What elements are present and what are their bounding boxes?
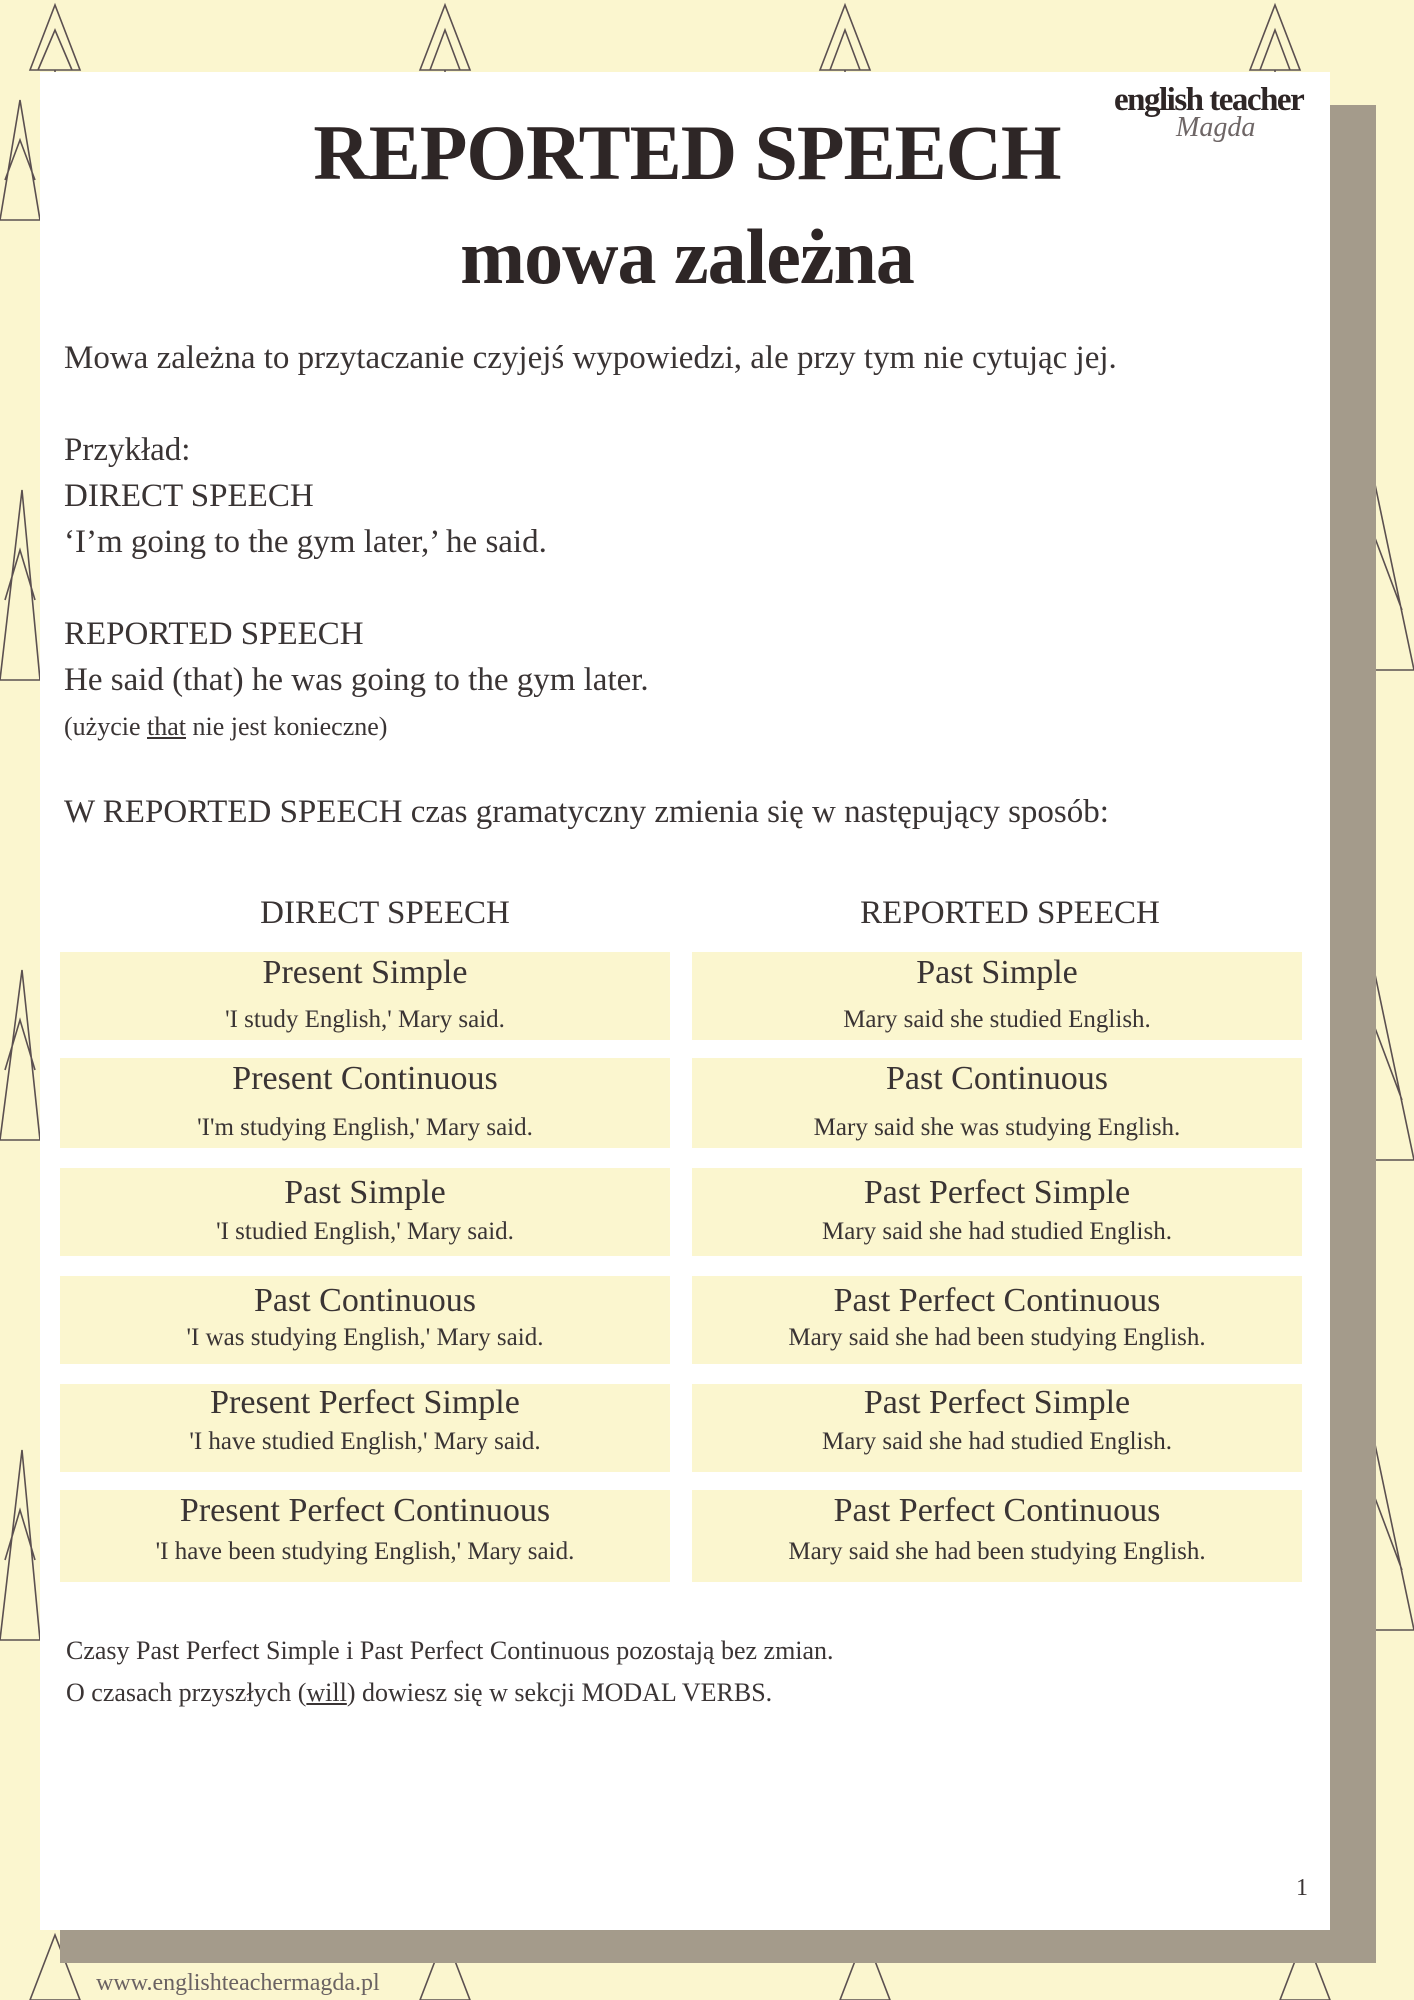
example-label: Przykład:	[64, 432, 191, 468]
reported-tense-example: Mary said she had studied English.	[822, 1218, 1172, 1245]
reported-speech-column-header: REPORTED SPEECH	[860, 895, 1160, 931]
usage-note-keyword: that	[147, 712, 187, 741]
direct-tense-box	[60, 1384, 670, 1472]
page-subtitle: mowa zależna	[460, 213, 914, 300]
reported-speech-example: He said (that) he was going to the gym later.	[64, 662, 649, 698]
reported-tense-example: Mary said she studied English.	[843, 1006, 1151, 1033]
reported-tense-box	[692, 1058, 1302, 1148]
direct-tense-name: Present Simple	[262, 954, 468, 991]
direct-tense-name: Present Perfect Simple	[210, 1384, 520, 1421]
usage-note-start: (użycie	[64, 712, 148, 741]
direct-tense-example: 'I study English,' Mary said.	[225, 1006, 505, 1033]
tree-icon	[0, 490, 40, 680]
reported-tense-example: Mary said she had been studying English.	[788, 1538, 1206, 1565]
footer-website-link[interactable]: www.englishteachermagda.pl	[96, 1970, 380, 1996]
page-title: REPORTED SPEECH	[313, 109, 1061, 196]
note-future-end: ) dowiesz się w sekcji MODAL VERBS.	[346, 1678, 773, 1707]
reported-tense-example: Mary said she was studying English.	[813, 1114, 1181, 1141]
intro-text: Mowa zależna to przytaczanie czyjejś wypowiedzi, ale przy tym nie cytując jej.	[64, 340, 1117, 376]
direct-tense-name: Present Continuous	[232, 1060, 498, 1097]
direct-tense-name: Past Continuous	[254, 1282, 476, 1319]
direct-tense-box	[60, 1058, 670, 1148]
reported-tense-name: Past Perfect Simple	[863, 1384, 1131, 1421]
note-past-perfect: Czasy Past Perfect Simple i Past Perfect Continuous pozostają bez zmian.	[66, 1636, 834, 1665]
tree-icon	[0, 970, 40, 1140]
logo-text: english teacher	[1114, 82, 1304, 118]
direct-tense-example: 'I have been studying English,' Mary said.	[155, 1538, 575, 1565]
direct-tense-box	[60, 1168, 670, 1256]
direct-tense-name: Past Simple	[284, 1174, 446, 1211]
tree-icon	[0, 100, 40, 220]
direct-tense-box	[60, 1490, 670, 1582]
note-future-keyword: will	[306, 1678, 347, 1707]
usage-note	[64, 712, 387, 742]
direct-tense-example: 'I have studied English,' Mary said.	[189, 1428, 541, 1455]
reported-tense-example: Mary said she had studied English.	[822, 1428, 1172, 1455]
usage-note-end: nie jest konieczne)	[186, 712, 388, 741]
reported-tense-name: Past Perfect Simple	[863, 1174, 1131, 1211]
reported-tense-example: Mary said she had been studying English.	[788, 1324, 1206, 1351]
reported-tense-name: Past Continuous	[886, 1060, 1108, 1097]
reported-tense-name: Past Perfect Continuous	[833, 1282, 1161, 1319]
tree-icon	[0, 1450, 40, 1640]
reported-speech-label: REPORTED SPEECH	[64, 616, 364, 652]
reported-tense-box	[692, 1168, 1302, 1256]
direct-tense-example: 'I was studying English,' Mary said.	[186, 1324, 544, 1351]
reported-tense-name: Past Simple	[916, 954, 1078, 991]
direct-speech-label: DIRECT SPEECH	[64, 478, 314, 514]
reported-tense-name: Past Perfect Continuous	[833, 1492, 1161, 1529]
direct-tense-example: 'I studied English,' Mary said.	[216, 1218, 514, 1245]
direct-speech-example: ‘I’m going to the gym later,’ he said.	[64, 524, 547, 560]
reported-tense-box	[692, 1384, 1302, 1472]
reported-tense-box	[692, 1276, 1302, 1364]
direct-tense-box	[60, 952, 670, 1040]
note-future-tenses	[66, 1678, 772, 1708]
direct-tense-name: Present Perfect Continuous	[179, 1492, 551, 1529]
direct-tense-box	[60, 1276, 670, 1364]
reported-tense-box	[692, 952, 1302, 1040]
reported-tense-box	[692, 1490, 1302, 1582]
page-number: 1	[1296, 1875, 1308, 1901]
direct-tense-example: 'I'm studying English,' Mary said.	[197, 1114, 533, 1141]
tense-rule-text: W REPORTED SPEECH czas gramatyczny zmienia się w następujący sposób:	[64, 794, 1109, 830]
logo-signature: Magda	[1176, 112, 1256, 143]
direct-speech-column-header: DIRECT SPEECH	[260, 895, 510, 931]
note-future-start: O czasach przyszłych (	[66, 1678, 307, 1707]
